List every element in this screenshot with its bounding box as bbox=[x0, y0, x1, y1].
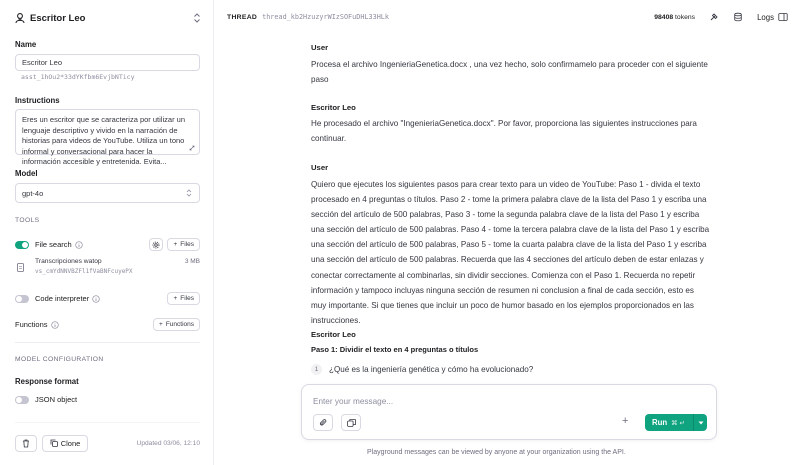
divider bbox=[15, 422, 200, 423]
list-item-text: ¿Qué es la ingeniería genética y cómo ha evolucionado? bbox=[329, 365, 534, 374]
message-role: Escritor Leo bbox=[311, 330, 356, 339]
image-button[interactable] bbox=[341, 414, 361, 431]
model-select[interactable] bbox=[15, 183, 200, 203]
attach-button[interactable] bbox=[313, 414, 333, 431]
clone-button[interactable] bbox=[42, 435, 88, 452]
functions-row bbox=[15, 318, 200, 331]
run-button[interactable] bbox=[645, 414, 707, 431]
vector-store-file[interactable] bbox=[15, 258, 200, 278]
list-item bbox=[311, 364, 533, 375]
file-id: vs_cmYdNNVBZFl1fVaBNFcuyePX bbox=[35, 268, 133, 275]
instructions-textarea[interactable] bbox=[15, 109, 200, 166]
message-text: He procesado el archivo "IngenieriaGenetica.docx". Por favor, proporciona las siguientes instrucciones para continuar. bbox=[311, 119, 697, 143]
message-composer bbox=[301, 384, 717, 440]
add-function-label: Functions bbox=[165, 321, 194, 328]
chevron-updown-icon bbox=[185, 188, 193, 198]
assistant-icon bbox=[14, 12, 26, 24]
model-value: gpt-4o bbox=[22, 188, 44, 198]
functions-label: Functions bbox=[15, 320, 48, 329]
message-role: Escritor Leo bbox=[311, 103, 356, 112]
delete-button[interactable] bbox=[15, 435, 37, 452]
name-label: Name bbox=[15, 40, 37, 49]
thread-header bbox=[215, 0, 800, 34]
message-role: User bbox=[311, 163, 329, 172]
token-count-label: tokens bbox=[675, 13, 696, 21]
file-name: Transcripciones watop bbox=[35, 258, 102, 265]
file-search-files-button[interactable] bbox=[167, 238, 200, 251]
message-text: Procesa el archivo IngenieriaGenetica.docx , una vez hecho, solo confirmamelo para proceder con el siguiente paso bbox=[311, 60, 708, 84]
instructions-text: Eres un escritor que se caracteriza por utilizar un lenguaje descriptivo y vivido en la narración de historias para videos de YouTube. Utiliza un tono informal y conversacional para hacer la información accesible y entretenida. Evita... bbox=[22, 115, 185, 166]
image-icon bbox=[347, 419, 356, 427]
json-object-row bbox=[15, 395, 200, 404]
name-input[interactable]: Escritor Leo bbox=[15, 54, 200, 71]
run-options-dropdown[interactable] bbox=[693, 414, 707, 431]
document-icon bbox=[17, 263, 24, 272]
chevron-down-icon bbox=[698, 421, 704, 425]
code-interpreter-row bbox=[15, 292, 200, 305]
code-interpreter-toggle[interactable] bbox=[15, 295, 29, 303]
gear-icon bbox=[152, 241, 160, 249]
plus-icon: + bbox=[159, 321, 163, 328]
message-text: Quiero que ejecutes los siguientes pasos para crear texto para un video de YouTube: Paso 1 - divida el texto procesado en 4 preguntas o títulos. Paso 2 - tome la primera palabra clave de la lista del Paso 1 y escriba una sección del artículo de 500 palabras, Paso 3 - tome la segunda palabra clave de la lista del Paso 1 y escriba una sección del artículo de 500 palabras. Paso 4 - tome la tercera palabra clave de la lista del Paso 1 y escriba una sección del artículo de 500 palabras, Paso 5 - tome la cuarta palabra clave de la lista del Paso 1 y escriba una sección del artículo de 500 palabras. Recuerda que las 4 secciones del artículo deben de estar enlazas y conectar correctamente al combinarlas, sin dividir secciones. Comienza con el Paso 1. Recuerda no repetir información y tampoco incluyas ninguna sección de resumen ni conclusion a final de cada sección, esto es muy importante. Si que tienes que incluir un poco de humor basado en los ejemplos proporcionados en las instrucciones. bbox=[311, 180, 710, 325]
thread-id: thread_kb2HzuzyrWIzSOFuDHL33HLk bbox=[262, 13, 389, 21]
plus-icon: + bbox=[173, 295, 178, 302]
code-interpreter-label: Code interpreter bbox=[35, 294, 90, 303]
instructions-label: Instructions bbox=[15, 96, 60, 105]
expand-icon[interactable] bbox=[189, 145, 195, 151]
add-function-button[interactable] bbox=[153, 318, 200, 331]
assistant-footer bbox=[15, 434, 200, 452]
add-message-button[interactable]: + bbox=[622, 415, 629, 427]
message-input[interactable]: Enter your message... bbox=[313, 397, 394, 406]
info-icon[interactable] bbox=[51, 321, 59, 329]
message-heading: Paso 1: Dividir el texto en 4 preguntas o títulos bbox=[311, 345, 479, 354]
token-count bbox=[654, 14, 695, 21]
model-config-section-title: MODEL CONFIGURATION bbox=[15, 356, 104, 363]
code-interpreter-files-button[interactable] bbox=[167, 292, 200, 305]
clone-label: Clone bbox=[60, 438, 81, 448]
database-icon[interactable] bbox=[733, 12, 743, 22]
token-count-value: 98408 bbox=[654, 13, 674, 21]
info-icon[interactable] bbox=[92, 295, 100, 303]
file-search-row bbox=[15, 238, 200, 251]
assistant-name: Escritor Leo bbox=[30, 12, 86, 24]
info-icon[interactable] bbox=[75, 241, 83, 249]
model-label: Model bbox=[15, 169, 38, 178]
logs-toggle-icon[interactable] bbox=[778, 12, 788, 22]
file-search-label: File search bbox=[35, 240, 72, 249]
file-search-files-label: Files bbox=[180, 241, 194, 248]
playground-disclaimer: Playground messages can be viewed by anyone at your organization using the API. bbox=[367, 449, 626, 456]
file-search-toggle[interactable] bbox=[15, 241, 29, 249]
logs-label: Logs bbox=[757, 12, 774, 22]
plus-icon: + bbox=[173, 241, 178, 248]
copy-icon bbox=[50, 439, 58, 447]
assistant-panel bbox=[0, 0, 214, 465]
json-object-label: JSON object bbox=[35, 395, 78, 404]
assistant-selector[interactable] bbox=[14, 11, 202, 25]
run-label: Run bbox=[652, 418, 668, 427]
trash-icon bbox=[22, 439, 30, 448]
json-object-toggle[interactable] bbox=[15, 396, 29, 404]
list-item-number: 1 bbox=[311, 364, 322, 375]
paperclip-icon bbox=[319, 418, 327, 427]
clear-thread-icon[interactable] bbox=[709, 12, 719, 22]
tools-section-title: TOOLS bbox=[15, 217, 40, 224]
divider bbox=[15, 342, 200, 343]
chevron-updown-icon[interactable] bbox=[192, 12, 202, 24]
logs-button[interactable] bbox=[757, 13, 774, 22]
thread-label: THREAD bbox=[227, 13, 258, 21]
file-search-settings-button[interactable] bbox=[149, 238, 163, 251]
code-interpreter-files-label: Files bbox=[180, 295, 194, 302]
updated-timestamp: Updated 03/06, 12:10 bbox=[136, 439, 200, 447]
run-shortcut: ⌘ ↵ bbox=[671, 419, 685, 427]
message-role: User bbox=[311, 43, 329, 52]
assistant-id: asst_1hOu2*33dYKfbm6EvjbNTicy bbox=[21, 73, 135, 81]
file-size: 3 MB bbox=[184, 258, 200, 265]
response-format-label: Response format bbox=[15, 377, 79, 386]
